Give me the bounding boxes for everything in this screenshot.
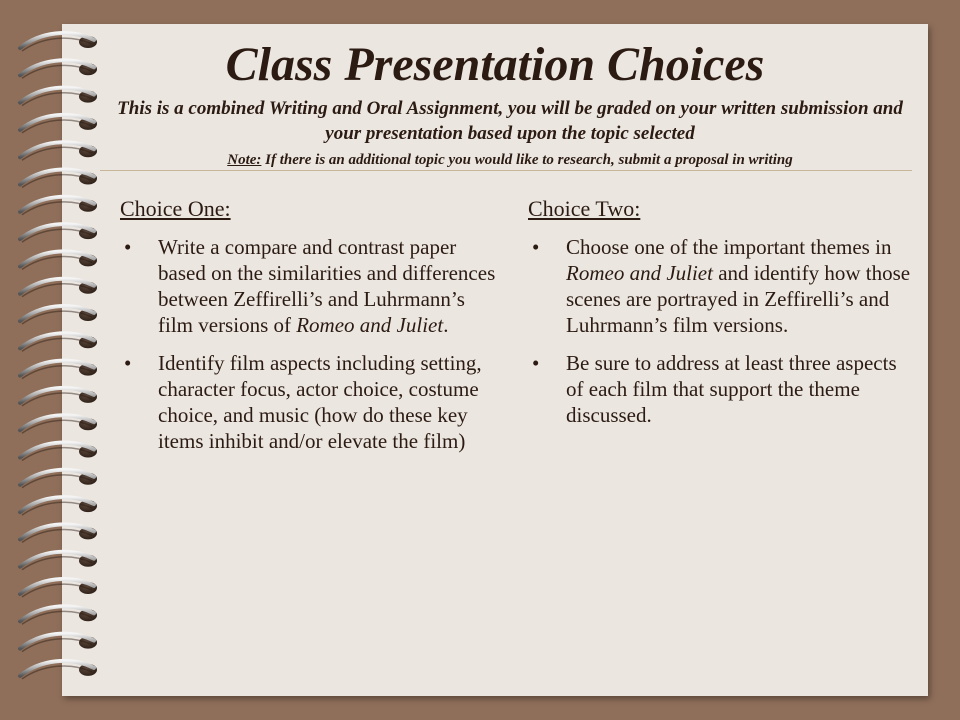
- play-title: Romeo and Juliet: [566, 261, 713, 285]
- choice-two-bullet-1: [528, 234, 918, 338]
- bullet-text: Write a compare and contrast paper based on the similarities and differences between Zeffirelli’s and Luhrmann’s film versions of: [158, 235, 496, 337]
- spiral-coil: [20, 661, 97, 679]
- spiral-coil: [20, 634, 97, 652]
- spiral-coil: [20, 497, 97, 515]
- choice-two-bullet-2: • Be sure to address at least three aspects of each film that support the theme discussed.: [528, 350, 918, 428]
- spiral-coil: [20, 170, 97, 188]
- choice-one-bullet-1: [120, 234, 500, 338]
- choice-two-column: [528, 196, 918, 440]
- bullet-text: Choose one of the important themes in: [566, 235, 892, 259]
- choice-one-column: [120, 196, 500, 466]
- choice-two-heading: Choice Two:: [528, 196, 641, 221]
- spiral-coil: [20, 197, 97, 215]
- choice-one-heading: Choice One:: [120, 196, 231, 221]
- choice-two-list: [528, 234, 918, 428]
- spiral-coil: [20, 606, 97, 624]
- spiral-coil: [20, 443, 97, 461]
- spiral-coil: [20, 306, 97, 324]
- spiral-coil: [20, 579, 97, 597]
- spiral-coil: [20, 115, 97, 133]
- spiral-coil: [20, 524, 97, 542]
- spiral-coil: [20, 279, 97, 297]
- spiral-coil: [20, 333, 97, 351]
- spiral-coil: [20, 361, 97, 379]
- spiral-coil: [20, 224, 97, 242]
- spiral-coil: [20, 470, 97, 488]
- choice-one-list: [120, 234, 500, 454]
- note-label: Note:: [227, 152, 262, 168]
- spiral-coil: [20, 388, 97, 406]
- bullet-text: .: [443, 313, 449, 337]
- proposal-note: [110, 150, 910, 170]
- page-title: Class Presentation Choices: [225, 38, 765, 91]
- play-title: Romeo and Juliet: [296, 313, 444, 337]
- note-text: If there is an additional topic you would like to research, submit a proposal in writing: [261, 152, 793, 168]
- spiral-coil: [20, 415, 97, 433]
- spiral-coil: [20, 251, 97, 269]
- assignment-description: This is a combined Writing and Oral Assignment, you will be graded on your written submission and your presentation based upon the topic selected: [117, 98, 903, 144]
- spiral-coil: [20, 142, 97, 160]
- title-divider: [100, 170, 912, 171]
- bullet-text: and identify how those scenes are portrayed in Zeffirelli’s and Luhrmann’s film versions.: [566, 261, 911, 337]
- choice-one-bullet-2: • Identify film aspects including setting, character focus, actor choice, costume choice, and music (how do these key items inhibit and/or elevate the film): [120, 350, 500, 454]
- spiral-coil: [20, 552, 97, 570]
